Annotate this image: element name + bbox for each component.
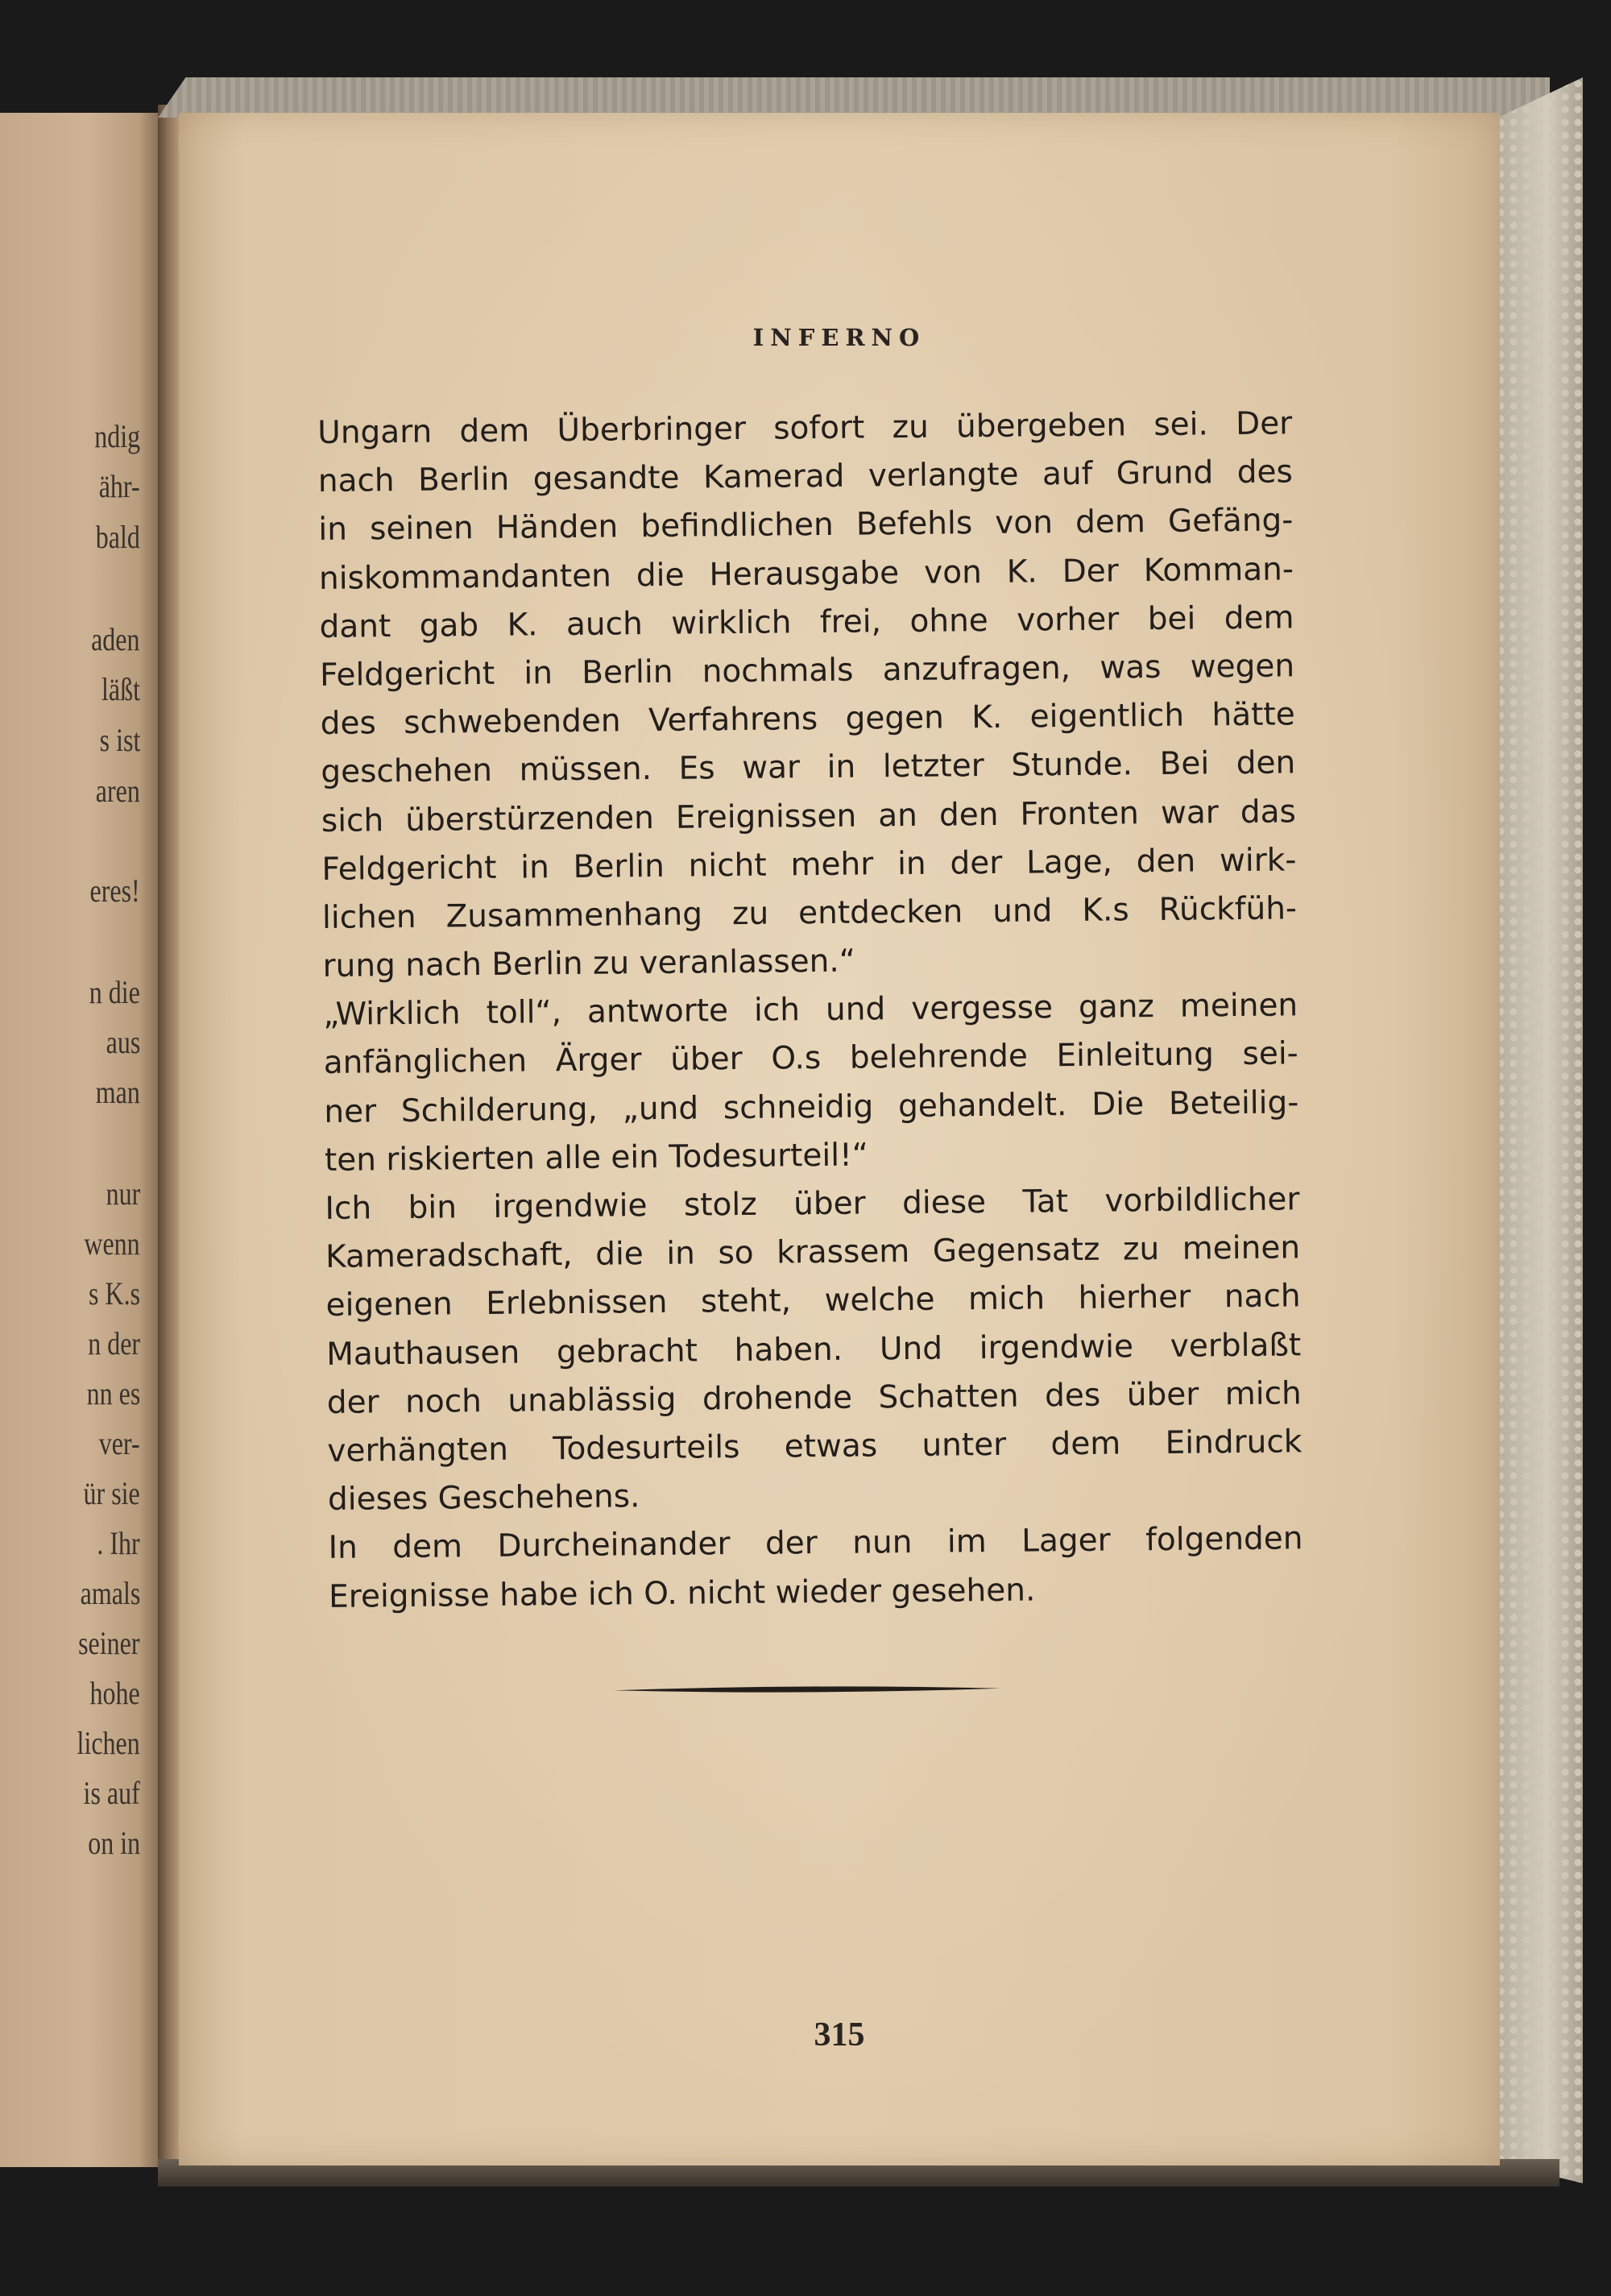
text-line: nach Berlin gesandte Kamerad verlangte auf Grund des <box>317 454 1294 500</box>
left-page-fragment: seiner <box>78 1625 140 1661</box>
left-page-fragment: n der <box>88 1325 140 1361</box>
book-page <box>179 113 1500 2165</box>
text-line: lichen Zusammenhang zu entdecken und K.s Rückfüh- <box>321 890 1298 936</box>
text-line: In dem Durcheinander der nun im Lager folgenden <box>328 1520 1303 1567</box>
page-number: 315 <box>814 2016 865 2054</box>
section-end-rule <box>614 1684 1000 1696</box>
text-line: niskommandanten die Herausgabe von K. Der Komman- <box>318 550 1294 597</box>
text-line: Feldgericht in Berlin nicht mehr in der Lage, den wirk- <box>321 842 1297 888</box>
running-head: INFERNO <box>752 324 926 351</box>
text-line: ten riskierten alle ein Todesurteil!“ <box>324 1137 869 1179</box>
text-line: Ich bin irgendwie stolz über diese Tat vorbildlicher <box>325 1181 1300 1227</box>
text-line: ner Schilderung, „und schneidig gehandelt. Die Beteilig- <box>324 1084 1299 1130</box>
text-line: sich überstürzenden Ereignissen an den Fronten war das <box>321 793 1297 839</box>
left-page-fragment: amals <box>80 1575 140 1611</box>
left-page-fragment: aren <box>95 773 140 809</box>
left-page-fragment: s K.s <box>88 1275 140 1312</box>
text-line: in seinen Händen befindlichen Befehls von dem Gefäng- <box>318 502 1294 549</box>
text-line: dant gab K. auch wirklich frei, ohne vorher bei dem <box>319 599 1294 645</box>
text-line: geschehen müssen. Es war in letzter Stunde. Bei den <box>321 744 1296 791</box>
left-page-fragment: wenn <box>84 1225 140 1262</box>
left-page-fragment: eres! <box>89 872 140 909</box>
left-page-fragment: on in <box>88 1825 140 1861</box>
left-page-fragment: s ist <box>99 722 140 758</box>
text-line: rung nach Berlin zu veranlassen.“ <box>322 943 856 985</box>
left-page-fragment: nur <box>106 1175 140 1212</box>
text-line: „Wirklich toll“, antworte ich und vergesse ganz meinen <box>323 987 1298 1034</box>
text-line: der noch unablässig drohende Schatten des über mich <box>326 1375 1302 1421</box>
left-facing-page <box>0 113 158 2167</box>
text-line: Kameradschaft, die in so krassem Gegensatz zu meinen <box>325 1229 1301 1276</box>
left-page-fragment: man <box>95 1074 140 1110</box>
text-line: eigenen Erlebnissen steht, welche mich hierher nach <box>325 1278 1301 1324</box>
left-page-fragment: aus <box>106 1024 140 1060</box>
text-line: verhängten Todesurteils etwas unter dem Eindruck <box>327 1424 1302 1469</box>
left-page-fragment: is auf <box>83 1775 140 1811</box>
left-page-fragment: n die <box>89 974 140 1010</box>
text-line: Ungarn dem Überbringer sofort zu übergeben sei. Der <box>317 405 1293 451</box>
left-page-fragment: . Ihr <box>97 1525 140 1561</box>
left-page-fragment: aden <box>91 621 140 657</box>
left-page-fragment: lichen <box>77 1725 140 1761</box>
left-page-fragment: ndig <box>94 418 140 454</box>
left-page-fragment: nn es <box>86 1375 140 1411</box>
left-page-fragment: ür sie <box>83 1475 140 1511</box>
text-line: des schwebenden Verfahrens gegen K. eigentlich hätte <box>320 696 1295 743</box>
book-gutter <box>158 105 180 2183</box>
left-page-fragment: bald <box>95 519 140 555</box>
text-line: Mauthausen gebracht haben. Und irgendwie verblaßt <box>326 1326 1302 1373</box>
text-line: Ereignisse habe ich O. nicht wieder gesehen. <box>328 1572 1036 1615</box>
left-page-fragment: hohe <box>89 1675 140 1711</box>
cover-right-edge <box>1494 77 1583 2183</box>
left-page-fragment: ver- <box>99 1425 140 1461</box>
body-text <box>317 400 1303 1621</box>
text-line: anfänglichen Ärger über O.s belehrende Einleitung sei- <box>323 1035 1298 1082</box>
left-page-fragment: läßt <box>101 671 140 707</box>
text-line: dieses Geschehens. <box>327 1478 640 1519</box>
cover-top-edge <box>158 77 1550 118</box>
left-page-fragment: ähr- <box>99 468 140 504</box>
text-line: Feldgericht in Berlin nochmals anzufragen, was wegen <box>319 648 1295 694</box>
